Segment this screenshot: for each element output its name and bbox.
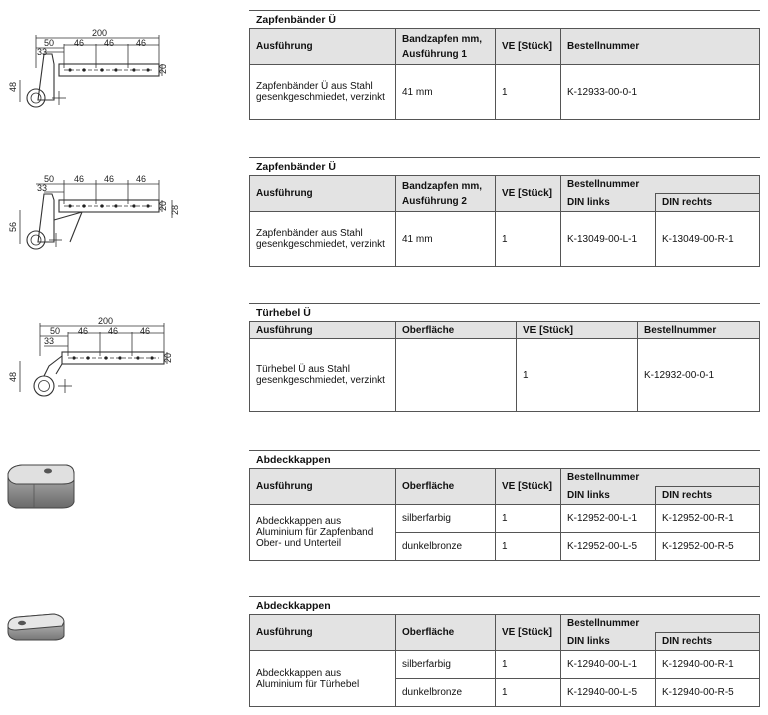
cell: K-12940-00-R-1 (656, 651, 760, 679)
cell: 41 mm (396, 65, 496, 120)
dim-label: 28 (170, 204, 180, 215)
table-row (250, 339, 760, 412)
col-header: Oberfläche (396, 322, 517, 339)
col-header: Ausführung (250, 29, 396, 65)
cell: K-13049-00-L-1 (561, 212, 656, 267)
table-title: Türhebel Ü (249, 303, 760, 321)
cell: silberfarbig (396, 651, 496, 679)
dim-label: 46 (74, 38, 85, 48)
dim-label: 33 (37, 183, 48, 193)
table-zapfenbaender-1 (249, 10, 760, 120)
cell: K-12952-00-L-1 (561, 505, 656, 533)
cell: Abdeckkappen aus Aluminium für Zapfenband Ober- und Unterteil (250, 505, 396, 561)
hinge-drawing-2 (4, 170, 184, 262)
col-header: Oberfläche (396, 615, 496, 651)
cell: 1 (496, 65, 561, 120)
dim-label: 50 (44, 38, 55, 48)
col-subheader: DIN links (561, 487, 656, 505)
dim-label: 33 (44, 336, 55, 346)
col-header: Ausführung (250, 615, 396, 651)
cell: K-12952-00-R-5 (656, 533, 760, 561)
cell: K-12952-00-L-5 (561, 533, 656, 561)
cell: Zapfenbänder Ü aus Stahl gesenkgeschmiedet, verzinkt (250, 65, 396, 120)
table-title: Zapfenbänder Ü (249, 157, 760, 175)
dim-label: 46 (104, 174, 115, 184)
cell: Zapfenbänder aus Stahl gesenkgeschmiedet, verzinkt (250, 212, 396, 267)
col-header: Ausführung (250, 469, 396, 505)
cell: Türhebel Ü aus Stahl gesenkgeschmiedet, verzinkt (250, 339, 396, 412)
table-tuerhebel (249, 303, 760, 412)
cell: dunkelbronze (396, 679, 496, 707)
cell: K-13049-00-R-1 (656, 212, 760, 267)
dim-label: 50 (50, 326, 61, 336)
dim-label: 200 (92, 28, 108, 38)
table-row (250, 65, 760, 120)
cell: 1 (496, 212, 561, 267)
table-title: Abdeckkappen (249, 596, 760, 614)
cell: K-12940-00-L-5 (561, 679, 656, 707)
cell: 1 (496, 679, 561, 707)
table-title: Zapfenbänder Ü (249, 10, 760, 28)
col-header: Bestellnummer (561, 615, 760, 633)
cell: 1 (496, 505, 561, 533)
col-header: Bestellnummer (561, 469, 760, 487)
dim-label: 46 (136, 174, 147, 184)
dim-label: 46 (108, 326, 119, 336)
cell: K-12940-00-R-5 (656, 679, 760, 707)
col-subheader: DIN rechts (656, 194, 760, 212)
dim-label: 48 (8, 81, 18, 92)
cell: K-12952-00-R-1 (656, 505, 760, 533)
col-header: VE [Stück] (517, 322, 638, 339)
dim-label: 46 (78, 326, 89, 336)
dim-label: 20 (158, 200, 168, 211)
dim-label: 46 (104, 38, 115, 48)
table-abdeckkappen-1 (249, 450, 760, 561)
cell: dunkelbronze (396, 533, 496, 561)
dim-label: 200 (98, 316, 114, 326)
cell: 1 (517, 339, 638, 412)
cell: K-12933-00-0-1 (561, 65, 760, 120)
table-row (250, 212, 760, 267)
col-header: VE [Stück] (496, 469, 561, 505)
col-header: Bandzapfen mm, Ausführung 2 (396, 176, 496, 212)
dim-label: 46 (140, 326, 151, 336)
cell (396, 339, 517, 412)
col-header: Oberfläche (396, 469, 496, 505)
cell: 1 (496, 533, 561, 561)
col-header: VE [Stück] (496, 615, 561, 651)
cell: K-12932-00-0-1 (638, 339, 760, 412)
col-header: Ausführung (250, 176, 396, 212)
col-subheader: DIN links (561, 194, 656, 212)
col-header: Bestellnummer (561, 176, 760, 194)
col-header: Bandzapfen mm, Ausführung 1 (396, 29, 496, 65)
col-header: Ausführung (250, 322, 396, 339)
table-row (250, 505, 760, 533)
cell: silberfarbig (396, 505, 496, 533)
cover-cap-image-1 (4, 462, 84, 512)
col-subheader: DIN links (561, 633, 656, 651)
dim-label: 56 (8, 221, 18, 232)
cell: Abdeckkappen aus Aluminium für Türhebel (250, 651, 396, 707)
hinge-drawing-1 (4, 28, 184, 120)
col-header: VE [Stück] (496, 29, 561, 65)
col-subheader: DIN rechts (656, 487, 760, 505)
dim-label: 20 (158, 63, 168, 74)
dim-label: 48 (8, 371, 18, 382)
table-row (250, 651, 760, 679)
cell: 1 (496, 651, 561, 679)
dim-label: 46 (136, 38, 147, 48)
dim-label: 46 (74, 174, 85, 184)
dim-label: 50 (44, 174, 55, 184)
door-lever-drawing (4, 316, 184, 408)
dim-label: 33 (37, 47, 48, 57)
cell: 41 mm (396, 212, 496, 267)
table-abdeckkappen-2 (249, 596, 760, 707)
table-title: Abdeckkappen (249, 450, 760, 468)
col-header: VE [Stück] (496, 176, 561, 212)
dim-label: 20 (163, 352, 173, 363)
cover-cap-image-2 (4, 608, 74, 650)
table-zapfenbaender-2 (249, 157, 760, 267)
col-header: Bestellnummer (638, 322, 760, 339)
cell: K-12940-00-L-1 (561, 651, 656, 679)
col-header: Bestellnummer (561, 29, 760, 65)
col-subheader: DIN rechts (656, 633, 760, 651)
